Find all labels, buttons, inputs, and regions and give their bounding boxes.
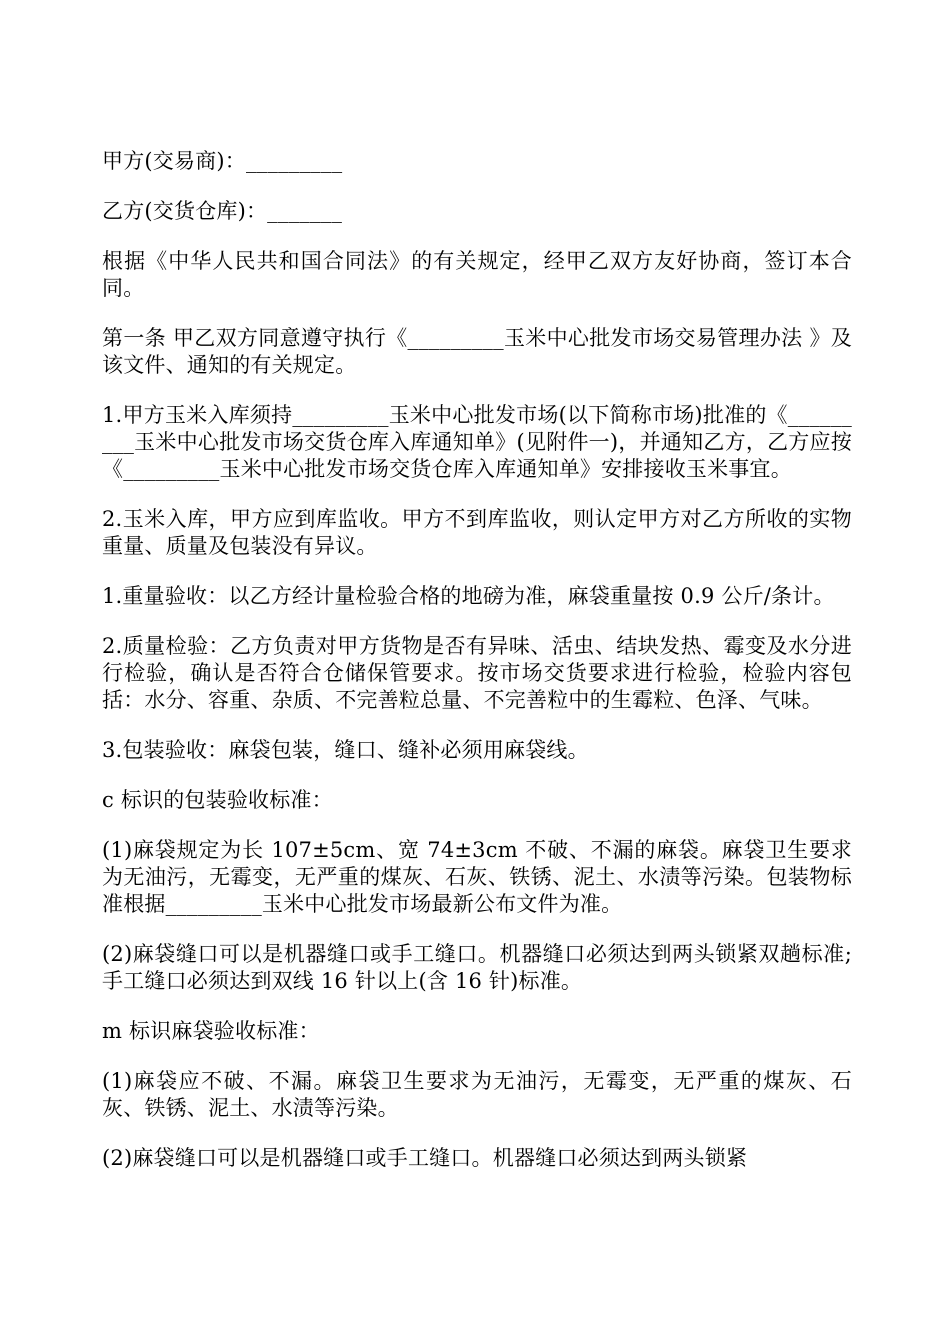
clause-2-supervision: 2.玉米入库，甲方应到库监收。甲方不到库监收，则认定甲方对乙方所收的实物重量、质量及包装没有异议。 [102, 507, 852, 558]
m-mark-item-2: (2)麻袋缝口可以是机器缝口或手工缝口。机器缝口必须达到两头锁紧 [102, 1146, 748, 1170]
c-mark-item-1: (1)麻袋规定为长 107±5cm、宽 74±3cm 不破、不漏的麻袋。麻袋卫生要求为无油污，无霉变，无严重的煤灰、石灰、铁锈、泥土、水渍等污染。包装物标准根据_________玉米中心批发市场最新公布文件为准。 [102, 838, 852, 916]
preamble-paragraph: 根据《中华人民共和国合同法》的有关规定，经甲乙双方友好协商，签订本合同。 [102, 249, 852, 300]
clause-weight-acceptance: 1.重量验收：以乙方经计量检验合格的地磅为准，麻袋重量按 0.9 公斤/条计。 [102, 584, 835, 608]
article-one-paragraph: 第一条 甲乙双方同意遵守执行《_________玉米中心批发市场交易管理办法 》及该文件、通知的有关规定。 [102, 326, 852, 377]
document-body [102, 148, 852, 1195]
m-mark-item-1: (1)麻袋应不破、不漏。麻袋卫生要求为无油污，无霉变，无严重的煤灰、石灰、铁锈、泥土、水渍等污染。 [102, 1069, 852, 1120]
c-mark-item-2: (2)麻袋缝口可以是机器缝口或手工缝口。机器缝口必须达到两头锁紧双趟标准;手工缝口必须达到双线 16 针以上(含 16 针)标准。 [102, 942, 852, 993]
c-mark-standard-heading: c 标识的包装验收标准： [102, 788, 333, 812]
party-a-line: 甲方(交易商)：_________ [102, 149, 343, 173]
party-b-line: 乙方(交货仓库)：_______ [102, 199, 343, 223]
clause-quality-inspection: 2.质量检验：乙方负责对甲方货物是否有异味、活虫、结块发热、霉变及水分进行检验，确认是否符合仓储保管要求。按市场交货要求进行检验，检验内容包括：水分、容重、杂质、不完善粒总量、不完善粒中的生霉粒、色泽、气味。 [102, 634, 852, 712]
clause-1-warehousing-notice: 1.甲方玉米入库须持_________玉米中心批发市场(以下简称市场)批准的《_________玉米中心批发市场交货仓库入库通知单》(见附件一)，并通知乙方，乙方应按《_________玉米中心批发市场交货仓库入库通知单》安排接收玉米事宜。 [102, 403, 852, 481]
m-mark-standard-heading: m 标识麻袋验收标准： [102, 1019, 320, 1043]
clause-packaging-acceptance: 3.包装验收：麻袋包装，缝口、缝补必须用麻袋线。 [102, 738, 589, 762]
